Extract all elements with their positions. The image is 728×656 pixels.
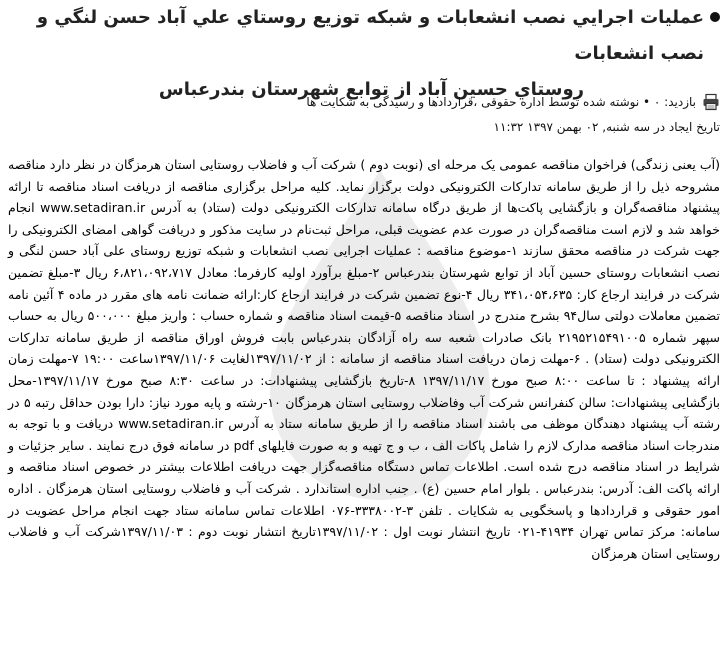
bullet-icon <box>710 12 720 22</box>
article-title-line2: روستاي حسين آباد از توابع شهرستان بندرعباس <box>158 79 584 100</box>
article-title-line1: عمليات اجرايي نصب انشعابات و شبکه توزيع روستاي علي آباد حسن لنگي و نصب انشعابات <box>36 7 704 64</box>
article-body: (آب یعنی زندگی) فراخوان مناقصه عمومی یک مرحله ای (نوبت دوم ) شرکت آب و فاضلاب روستایی استان هرمزگان در نظر دارد مناقصه مشروحه ذیل را از طریق سامانه تدارکات الکترونیکی دولت برگزار نماید. کلیه مراحل برگزاری مناقصه از دریافت اسناد مناقصه تا ارائه پیشنهاد مناقصه‌گران و بازگشایی پاکت‌ها از طریق درگاه سامانه تدارکات الکترونیکی دولت (ستاد) به آدرس www.setadiran.ir انجام خواهد شد و لازم است مناقصه‌گران در صورت عدم عضویت قبلی، مراحل ثبت‌نام در سایت مذکور و دریافت گواهی امضای الکترونیکی را جهت شرکت در مناقصه محقق سازند ۱-موضوع مناقصه : عملیات اجرایی نصب انشعابات و شبکه توزیع روستای علی آباد حسن لنگی و نصب انشعابات روستای حسین آباد از توابع شهرستان بندرعباس ۲-مبلغ برآورد اولیه کارفرما: معادل ۶،۸۲۱،۰۹۲،۷۱۷ ریال ۳-مبلغ تضمین شرکت در فرایند ارجاع کار: ۳۴۱،۰۵۴،۶۳۵ ریال ۴-نوع تضمین شرکت در فرایند ارجاع کار:ارائه ضمانت نامه های مقرر در ماده ۴ آئین نامه تضمین معاملات دولتی سال۹۴ بشرح مندرج در اسناد مناقصه ۵-قیمت اسناد مناقصه و شماره حساب : واریز مبلغ ۵۰۰،۰۰۰ ریال به حساب سپهر شماره ۲۱۹۵۲۱۵۴۹۱۰۰۵ بانک صادرات شعبه سه راه آزادگان بندرعباس بابت فروش اوراق مناقصه از طریق سامانه تدارکات الکترونیکی دولت (ستاد) . ۶-مهلت زمان دریافت اسناد مناقصه از سامانه : از ۱۳۹۷/۱۱/۰۲لغایت ۱۳۹۷/۱۱/۰۶ساعت ۱۹:۰۰ ۷-مهلت زمان ارائه پیشنهاد : تا ساعت ۸:۰۰ صبح مورخ ۱۳۹۷/۱۱/۱۷ ۸-تاریخ بازگشایی پیشنهادات: در ساعت ۸:۳۰ صبح مورخ ۱۳۹۷/۱۱/۱۷-محل بازگشایی پیشنهادات: سالن کنفرانس شرکت آب وفاضلاب روستایی استان هرمزگان ۱۰-رشته و پایه مورد نیاز: دارا بودن حداقل رتبه ۵ در رشته آب پیشنهاد دهندگان موظف می باشند اسناد مناقصه را از طریق سامانه ستاد به آدرس www.setadiran.ir دریافت و با توجه به مندرجات اسناد مناقصه مدارک لازم را شامل پاکات الف ، ب و ج تهیه و به صورت فایلهای pdf در سامانه فوق درج نمایند . سایر جزئیات و شرایط در اسناد مناقصه درج شده است. اطلاعات تماس دستگاه مناقصه‌گزار جهت دریافت اطلاعات بیشتر در خصوص اسناد مناقصه و ارائه پاکت الف: آدرس: بندرعباس . بلوار امام حسین (ع) . جنب اداره استاندارد . شرکت آب و فاضلاب روستایی استان هرمزگان . اداره امور حقوقی و قراردادها و پاسخگویی به شکایات . تلفن ۳-۳۳۳۸۰۰۲-۰۷۶ اطلاعات تماس سامانه ستاد جهت انجام مراحل عضویت در سامانه: مرکز تماس تهران ۴۱۹۳۴-۰۲۱ تاریخ انتشار نوبت اول : ۱۳۹۷/۱۱/۰۲تاریخ انتشار نوبت دوم : ۱۳۹۷/۱۱/۰۳شرکت آب و فاضلاب روستایی استان هرمزگان <box>8 157 721 561</box>
article-meta: بازديد: ۰ • نوشته شده توسط اداره حقوقی ،قراردادها و رسیدگی به شکایت ها <box>10 90 720 114</box>
printer-icon[interactable] <box>702 93 720 111</box>
author-line: نوشته شده توسط اداره حقوقی ،قراردادها و رسیدگی به شکایت ها <box>306 95 640 109</box>
visits-count: ۰ <box>653 95 661 109</box>
created-date: تاريخ ايجاد در سه شنبه, ۰۲ بهمن ۱۳۹۷ ۱۱:۳۲ <box>493 120 720 134</box>
visits-label: بازديد: <box>664 95 696 109</box>
